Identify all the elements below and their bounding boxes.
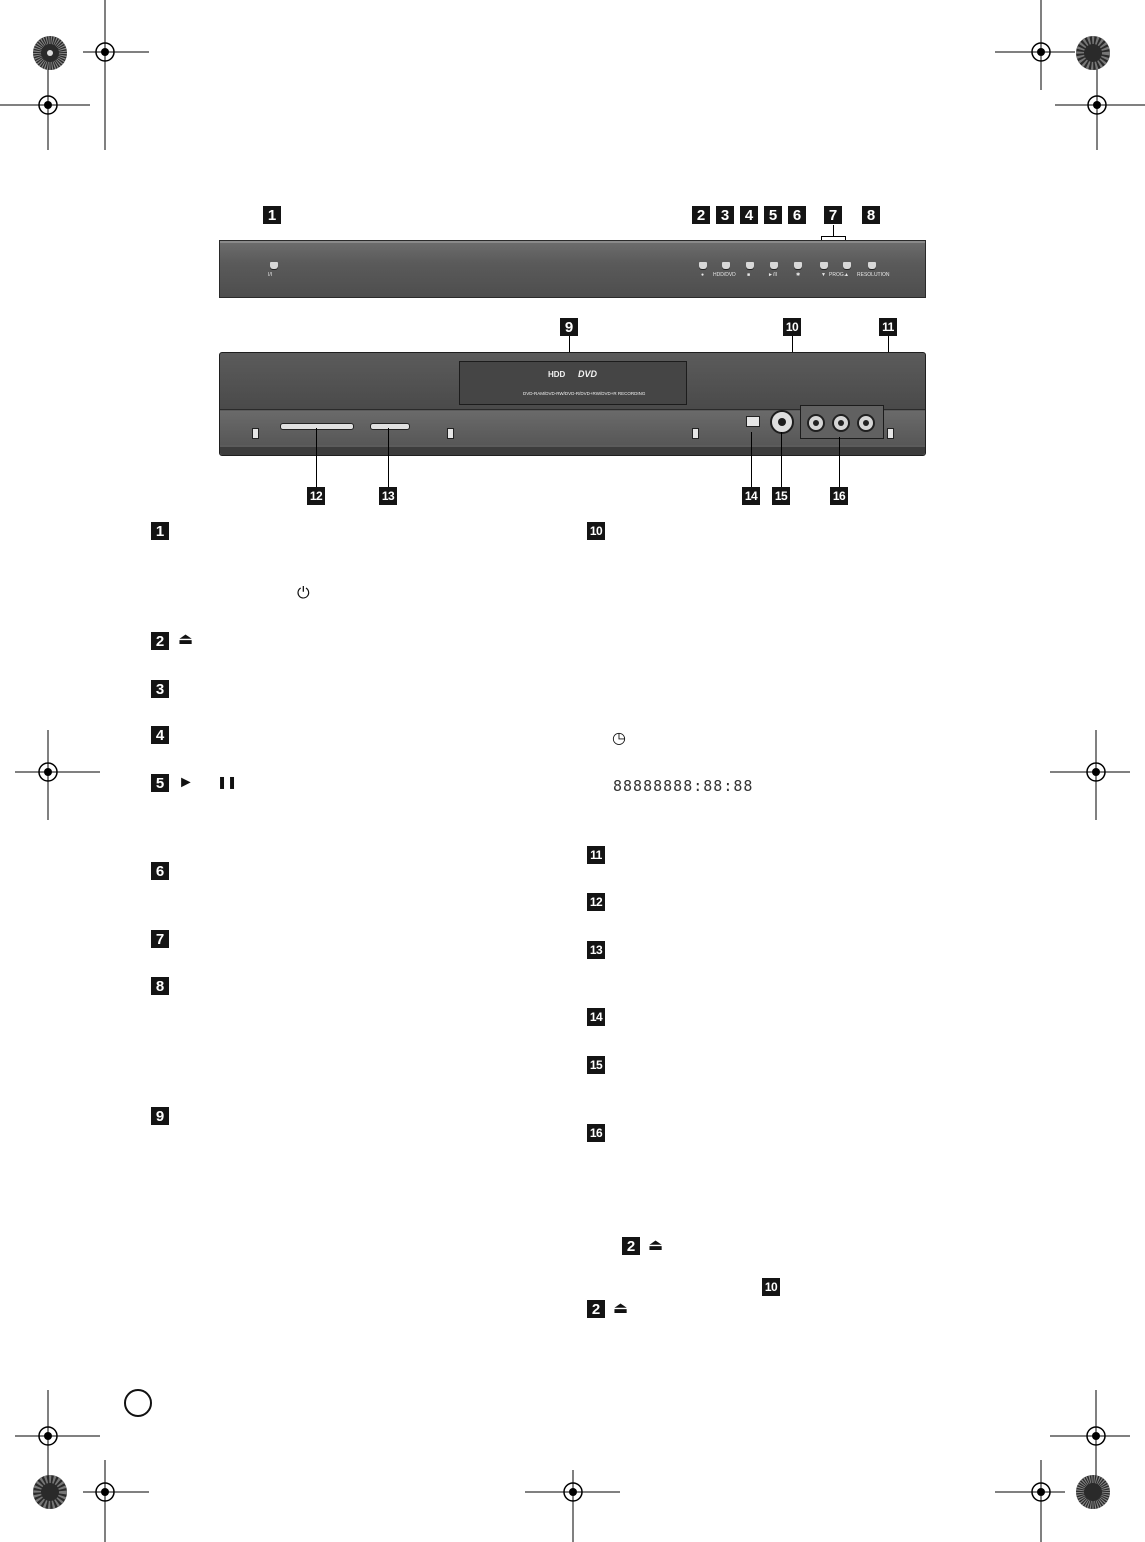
list-marker-9: 9 [151,1107,169,1125]
play-pause-button[interactable] [770,262,778,269]
list-marker-10: 10 [587,522,605,540]
tray-caption: DVD-RAM/DVD-RW/DVD-R/DVD+RW/DVD+R RECORDING [523,391,646,396]
crosshair-icon [83,0,163,150]
panel-foot-marker [887,428,894,439]
segment-display-sample: 88888888:88:88 [613,777,754,795]
list-marker-3: 3 [151,680,169,698]
prog-up-button[interactable] [843,262,851,269]
list-marker-1: 1 [151,522,169,540]
prog-down-label: ▼ [821,272,826,278]
list-marker-11: 11 [587,846,605,864]
callout-12: 12 [307,487,325,505]
starburst-icon [30,33,70,73]
callout-14: 14 [742,487,760,505]
crosshair-icon [0,60,90,150]
note-ref-2: 2 [622,1237,640,1255]
hdd-dvd-label: HDD/DVD [713,272,736,278]
callout-5: 5 [764,206,782,224]
page-number-circle [124,1389,152,1417]
callout-8: 8 [862,206,880,224]
list-marker-14: 14 [587,1008,605,1026]
list-marker-5: 5 [151,774,169,792]
starburst-icon [1073,33,1113,73]
bracket-line [833,225,834,236]
callout-1: 1 [263,206,281,224]
hdd-logo: HDD [548,370,566,379]
hdd-dvd-button[interactable] [722,262,730,269]
callout-2: 2 [692,206,710,224]
starburst-icon [30,1472,70,1512]
leader-line [839,437,840,487]
crosshair-icon [995,1440,1075,1542]
callout-9: 9 [560,318,578,336]
card-slot[interactable] [280,423,354,430]
eject-label: ● [701,272,705,278]
list-marker-7: 7 [151,930,169,948]
clock-icon: ◷ [612,730,626,747]
list-marker-15: 15 [587,1056,605,1074]
power-button[interactable] [270,262,278,269]
list-marker-12: 12 [587,893,605,911]
video-in-jack[interactable] [807,414,825,432]
card-slot-small[interactable] [370,423,410,430]
list-marker-2: 2 [151,632,169,650]
crosshair-icon [1050,730,1145,820]
crosshair-icon [1055,60,1145,150]
audio-left-jack[interactable] [832,414,850,432]
callout-10: 10 [783,318,801,336]
eject-icon: ⏏ [648,1237,664,1254]
callout-11: 11 [879,318,897,336]
list-marker-6: 6 [151,862,169,880]
dvd-logo: DVD [578,369,598,379]
leader-line [781,432,782,487]
prog-up-label: ▲ [844,272,849,278]
panel-foot-marker [252,428,259,439]
callout-6: 6 [788,206,806,224]
bracket-line [821,236,846,237]
list-marker-8: 8 [151,977,169,995]
leader-line [316,428,317,487]
starburst-icon [1073,1472,1113,1512]
panel-foot-marker [447,428,454,439]
panel-foot-marker [692,428,699,439]
crosshair-icon [525,1470,620,1542]
leader-line [388,428,389,487]
panel-foot [220,447,925,455]
stop-button[interactable] [746,262,754,269]
callout-13: 13 [379,487,397,505]
note-ref-10: 10 [762,1278,780,1296]
leader-line [751,432,752,487]
power-icon: ⏻ [297,585,310,602]
eject-icon: ⏏ [613,1300,629,1317]
svideo-input-jack[interactable] [770,410,794,434]
audio-right-jack[interactable] [857,414,875,432]
list-marker-13: 13 [587,941,605,959]
list-marker-4: 4 [151,726,169,744]
play-icon: ► [178,774,194,791]
prog-down-button[interactable] [820,262,828,269]
play-pause-label: ►/II [768,272,778,278]
resolution-label: RESOLUTION [857,272,890,278]
eject-icon: ⏏ [178,631,194,648]
note-ref-2b: 2 [587,1300,605,1318]
callout-4: 4 [740,206,758,224]
pause-icon: ❚❚ [217,775,238,789]
resolution-button[interactable] [868,262,876,269]
record-label: ✱ [796,272,801,278]
eject-button[interactable] [699,262,707,269]
callout-3: 3 [716,206,734,224]
callout-7: 7 [824,206,842,224]
power-label: I/Ι [268,272,273,278]
stop-label: ■ [747,272,751,278]
front-panel-body [219,352,926,456]
list-marker-16: 16 [587,1124,605,1142]
record-button[interactable] [794,262,802,269]
callout-15: 15 [772,487,790,505]
crosshair-icon [83,1440,163,1542]
prog-label: PROG. [829,272,846,278]
crosshair-icon [0,730,100,820]
disc-tray[interactable] [459,361,687,405]
dv-input-port[interactable] [746,416,760,427]
callout-16: 16 [830,487,848,505]
av-input-jacks [800,405,884,439]
front-panel-top [219,240,926,298]
